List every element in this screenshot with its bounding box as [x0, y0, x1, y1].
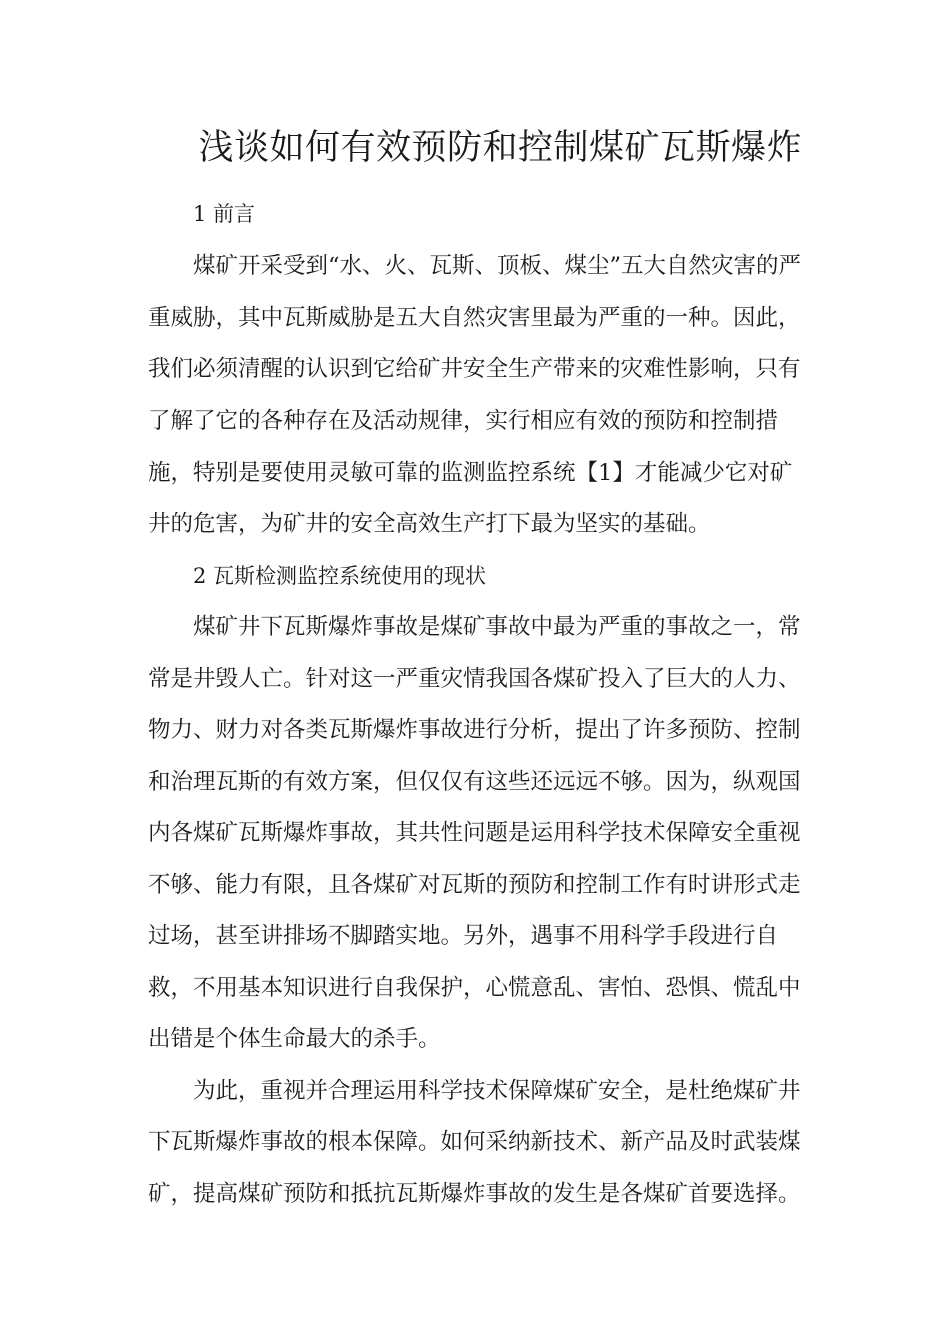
paragraph-line: 煤矿井下瓦斯爆炸事故是煤矿事故中最为严重的事故之一，常 [193, 614, 801, 640]
section-heading-status: 2 瓦斯检测监控系统使用的现状 [193, 564, 487, 588]
paragraph-line: 为此，重视并合理运用科学技术保障煤矿安全，是杜绝煤矿井 [193, 1078, 801, 1104]
paragraph-line: 施，特别是要使用灵敏可靠的监测监控系统【1】才能减少它对矿 [148, 460, 793, 486]
paragraph-line: 下瓦斯爆炸事故的根本保障。如何采纳新技术、新产品及时武装煤 [148, 1129, 801, 1155]
paragraph-line: 了解了它的各种存在及活动规律，实行相应有效的预防和控制措 [148, 408, 779, 434]
document-title: 浅谈如何有效预防和控制煤矿瓦斯爆炸 [198, 128, 802, 168]
paragraph-line: 井的危害，为矿井的安全高效生产打下最为坚实的基础。 [148, 511, 711, 537]
paragraph-line: 我们必须清醒的认识到它给矿井安全生产带来的灾难性影响，只有 [148, 356, 801, 382]
paragraph-line: 出错是个体生命最大的杀手。 [148, 1026, 441, 1052]
section-heading-introduction: 1 前言 [193, 202, 256, 226]
paragraph-line: 不够、能力有限，且各煤矿对瓦斯的预防和控制工作有时讲形式走 [148, 872, 801, 898]
paragraph-line: 内各煤矿瓦斯爆炸事故，其共性问题是运用科学技术保障安全重视 [148, 820, 801, 846]
paragraph-line: 和治理瓦斯的有效方案，但仅仅有这些还远远不够。因为，纵观国 [148, 769, 801, 795]
paragraph-line: 物力、财力对各类瓦斯爆炸事故进行分析，提出了许多预防、控制 [148, 717, 801, 743]
paragraph-line: 过场，甚至讲排场不脚踏实地。另外，遇事不用科学手段进行自 [148, 923, 779, 949]
paragraph-line: 重威胁，其中瓦斯威胁是五大自然灾害里最为严重的一种。因此， [148, 305, 801, 331]
paragraph-line: 救，不用基本知识进行自我保护，心慌意乱、害怕、恐惧、慌乱中 [148, 975, 801, 1001]
paragraph-line: 常是井毁人亡。针对这一严重灾情我国各煤矿投入了巨大的人力、 [148, 666, 801, 692]
paragraph-line: 矿，提高煤矿预防和抵抗瓦斯爆炸事故的发生是各煤矿首要选择。 [148, 1181, 801, 1207]
paragraph-line: 煤矿开采受到“水、火、瓦斯、顶板、煤尘”五大自然灾害的严 [193, 253, 802, 279]
